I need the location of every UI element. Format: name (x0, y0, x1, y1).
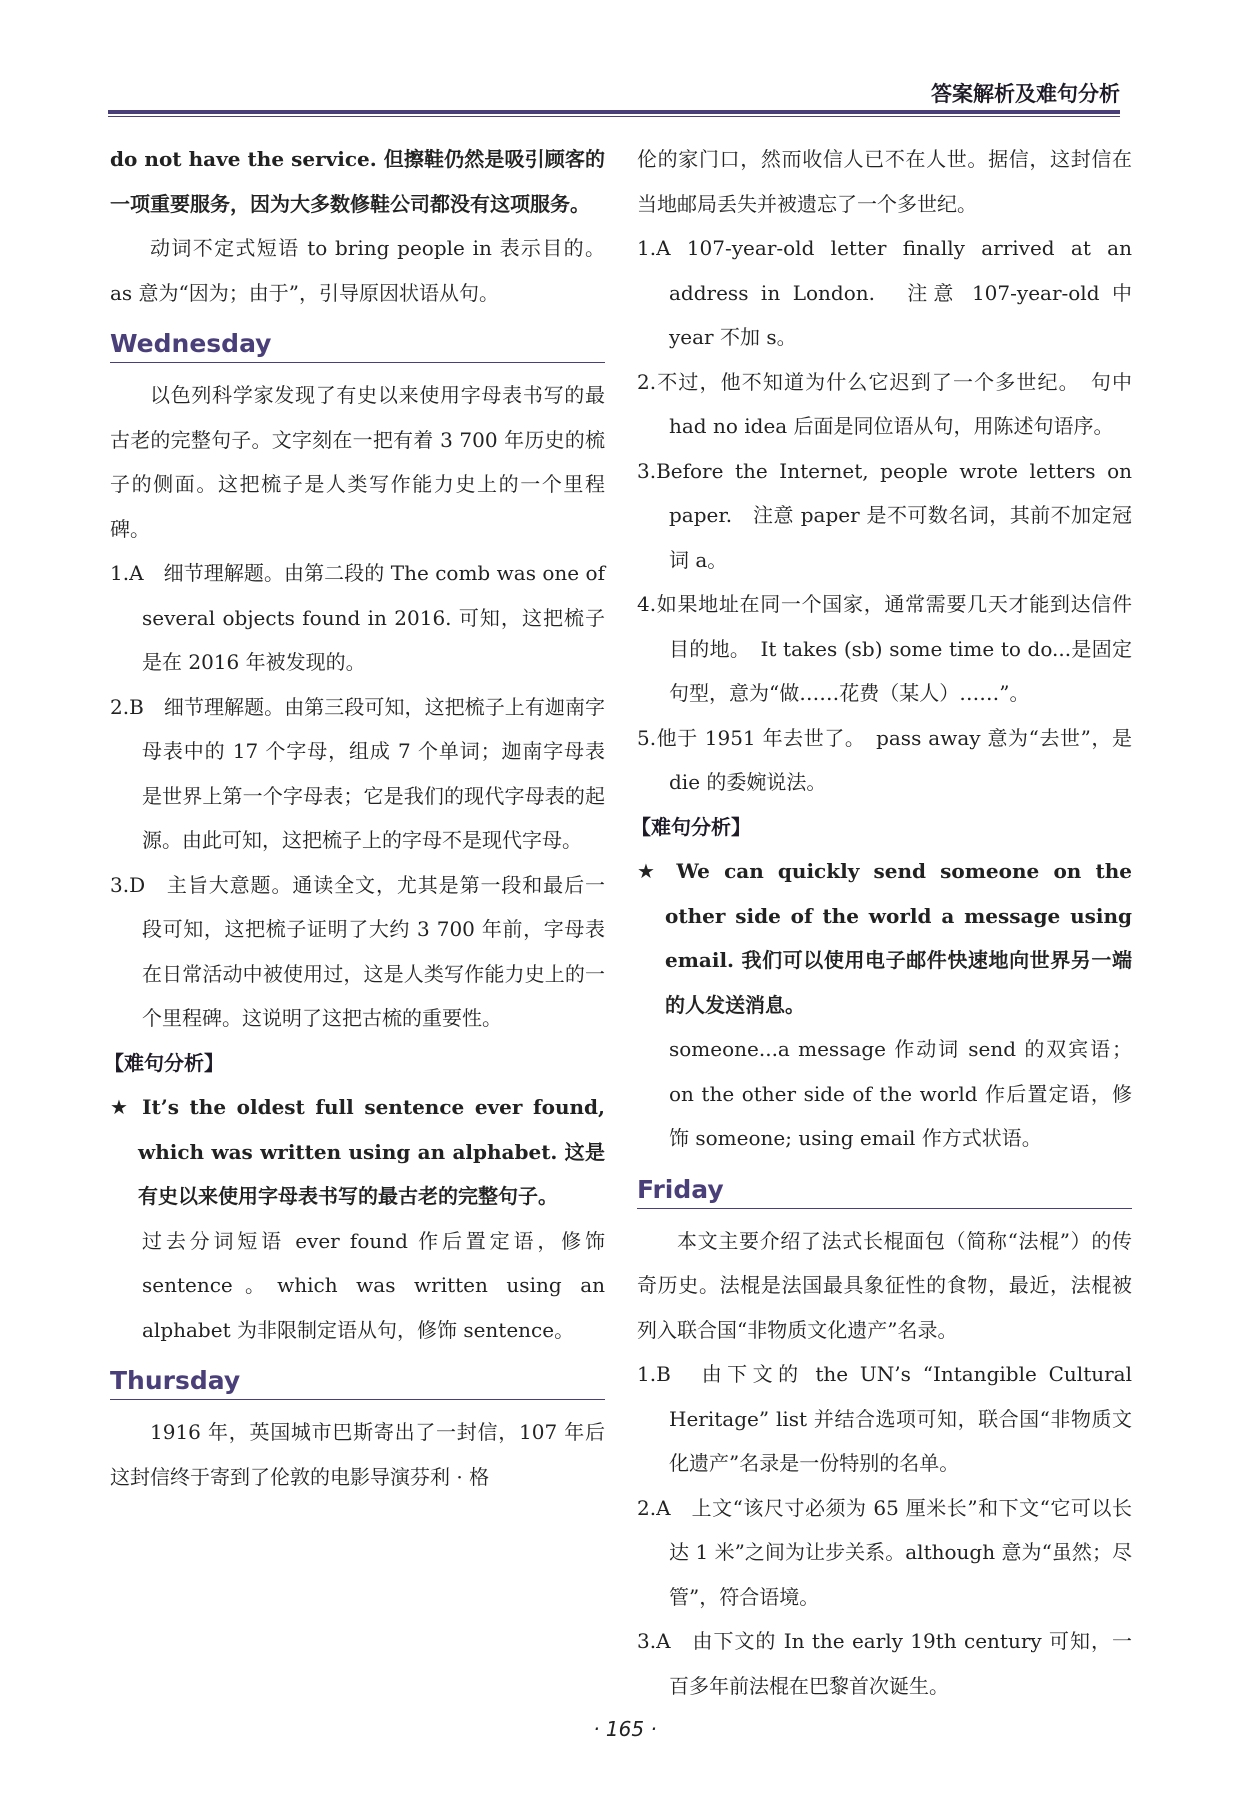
wednesday-analysis-heading: 【难句分析】 (104, 1050, 224, 1075)
friday-heading: Friday (637, 1175, 1132, 1209)
page-header (108, 70, 1120, 116)
thursday-sentence-text: We can quickly send someone on the other side of the world a message using email. 我们可以使用电子邮件快速地向世界另一端的人发送消息。 (665, 859, 1133, 1017)
friday-summary: 本文主要介绍了法式长棍面包（简称“法棍”）的传奇历史。法棍是法国最具象征性的食物，最近，法棍被列入联合国“非物质文化遗产”名录。 (637, 1228, 1132, 1342)
friday-answer-1: 1.B 由下文的 the UN’s “Intangible Cultural Heritage” list 并结合选项可知，联合国“非物质文化遗产”名录是一份特别的名单。 (637, 1362, 1132, 1475)
thursday-answer-4: 4.如果地址在同一个国家，通常需要几天才能到达信件目的地。 It takes (sb) some time to do...是固定句型，意为“做……花费（某人）……”。 (637, 592, 1132, 705)
thursday-answer-3: 3.Before the Internet, people wrote letters on paper. 注意 paper 是不可数名词，其前不加定冠词 a。 (637, 458, 1132, 572)
friday-answer-3: 3.A 由下文的 In the early 19th century 可知，一百多年前法棍在巴黎首次诞生。 (637, 1629, 1132, 1698)
wednesday-sentence-text: It’s the oldest full sentence ever found, which was written using an alphabet. 这是有史以来使用字母表书写的最古老的完整句子。 (138, 1095, 605, 1208)
right-column (631, 137, 1133, 1708)
header-title: 答案解析及难句分析 (931, 82, 1120, 106)
thursday-difficult-sentence (637, 849, 1132, 1027)
wednesday-answer-2: 2.B 细节理解题。由第三段可知，这把梳子上有迦南字母表中的 17 个字母，组成 7 个单词；迦南字母表是世界上第一个字母表；它是我们的现代字母表的起源。由此可知，这把梳子上的字母不是现代字母。 (110, 694, 605, 852)
thursday-answer-2: 2.不过，他不知道为什么它迟到了一个多世纪。 句中 had no idea 后面是同位语从句，用陈述句语序。 (637, 369, 1132, 438)
thursday-heading: Thursday (110, 1366, 605, 1400)
thursday-answer-5: 5.他于 1951 年去世了。 pass away 意为“去世”，是 die 的委婉说法。 (637, 725, 1132, 794)
wednesday-answer-1: 1.A 细节理解题。由第二段的 The comb was one of several objects found in 2016. 可知，这把梳子是在 2016 年被发现的。 (110, 561, 605, 674)
thursday-summary: 1916 年，英国城市巴斯寄出了一封信，107 年后这封信终于寄到了伦敦的电影导演芬利 · 格 (110, 1420, 605, 1489)
intro-bold-sentence: do not have the service. 但擦鞋仍然是吸引顾客的一项重要服务，因为大多数修鞋公司都没有这项服务。 (110, 147, 605, 216)
thursday-analysis-heading: 【难句分析】 (631, 814, 751, 839)
star-icon: ★ (637, 859, 663, 883)
header-rule (108, 110, 1120, 114)
star-icon: ★ (110, 1095, 132, 1119)
intro-note: 动词不定式短语 to bring people in 表示目的。as 意为“因为；由于”，引导原因状语从句。 (110, 236, 605, 305)
thursday-analysis-note: someone...a message 作动词 send 的双宾语；on the other side of the world 作后置定语，修饰 someone; using email 作方式状语。 (669, 1037, 1132, 1150)
friday-answer-2: 2.A 上文“该尺寸必须为 65 厘米长”和下文“它可以长达 1 米”之间为让步关系。although 意为“虽然；尽管”，符合语境。 (637, 1495, 1132, 1609)
header-rule-thin (108, 116, 1120, 117)
wednesday-difficult-sentence (110, 1085, 605, 1219)
wednesday-summary: 以色列科学家发现了有史以来使用字母表书写的最古老的完整句子。文字刻在一把有着 3 700 年历史的梳子的侧面。这把梳子是人类写作能力史上的一个里程碑。 (110, 383, 605, 541)
wednesday-answer-3: 3.D 主旨大意题。通读全文，尤其是第一段和最后一段可知，这把梳子证明了大约 3 700 年前，字母表在日常活动中被使用过，这是人类写作能力史上的一个里程碑。这说明了这把古梳的重要性。 (110, 872, 605, 1030)
page-number: · 165 · (593, 1717, 657, 1741)
left-column (104, 137, 605, 1499)
thursday-answer-1: 1.A 107-year-old letter finally arrived at an address in London. 注意 107-year-old 中 year 不加 s。 (637, 236, 1132, 349)
wednesday-analysis-note: 过去分词短语 ever found 作后置定语，修饰 sentence。which was written using an alphabet 为非限制定语从句，修饰 sentence。 (142, 1228, 605, 1342)
thursday-summary-continued: 伦的家门口，然而收信人已不在人世。据信，这封信在当地邮局丢失并被遗忘了一个多世纪。 (637, 147, 1132, 216)
wednesday-heading: Wednesday (110, 329, 605, 363)
